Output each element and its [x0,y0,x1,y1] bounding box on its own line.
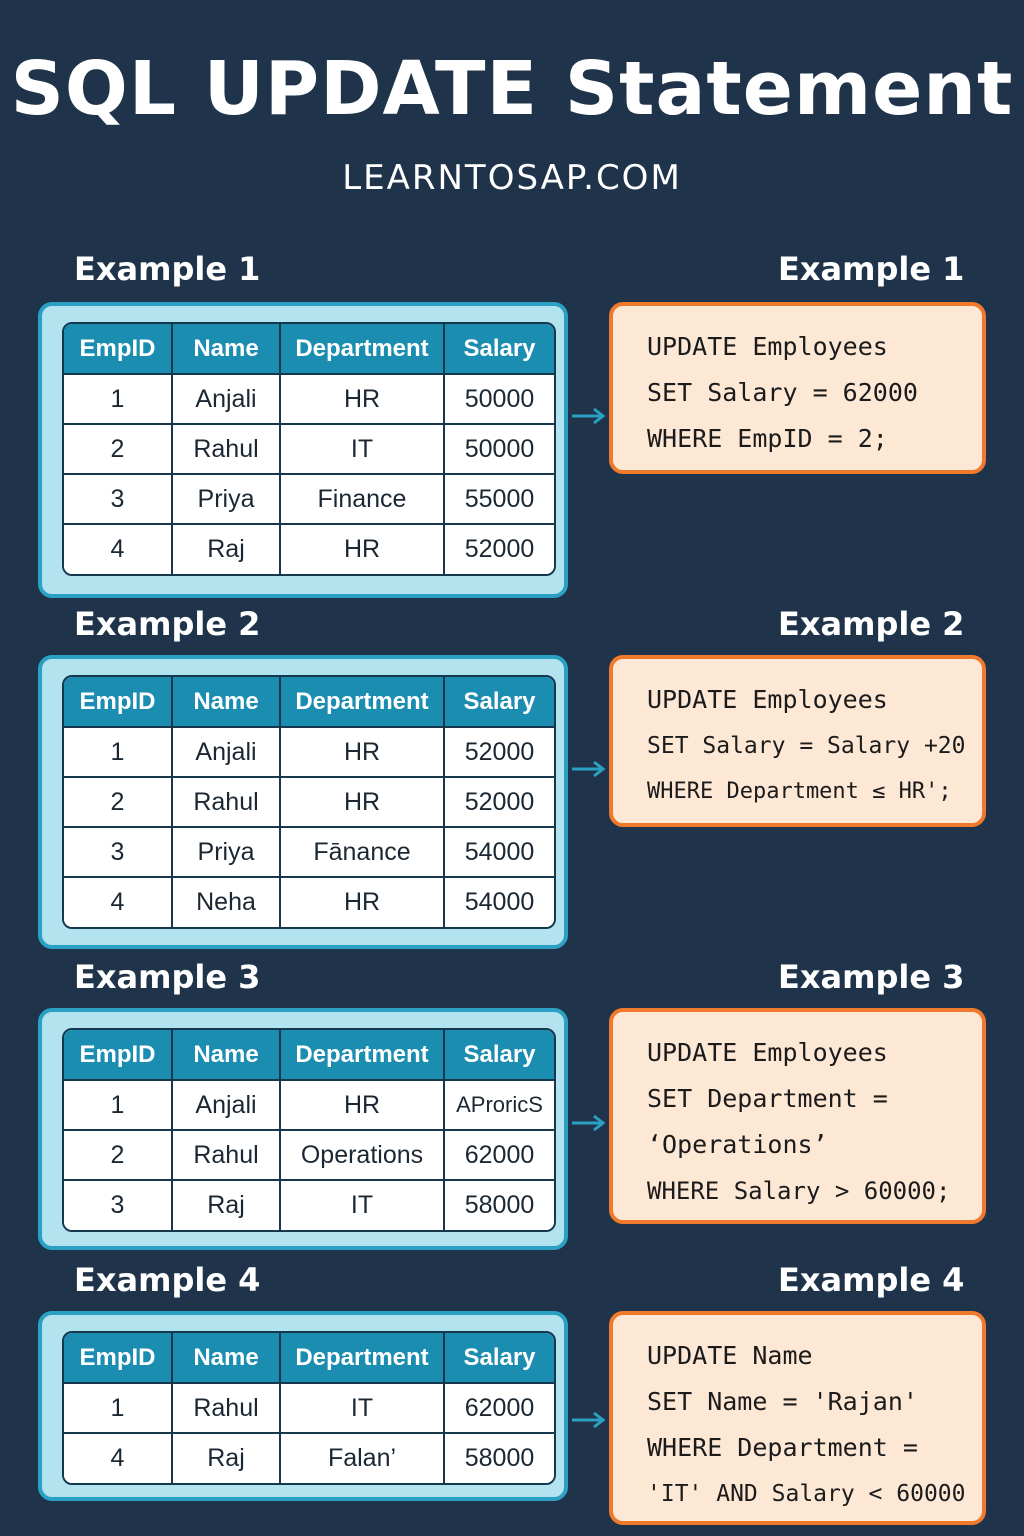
cell-salary: 54000 [444,877,554,927]
example-2-code-card [609,655,986,827]
example-3-table [64,1030,554,1230]
cell-empid: 3 [64,827,172,877]
header-department: Department [280,1333,444,1383]
cell-department: Fānance [280,827,444,877]
cell-department: IT [280,1180,444,1230]
cell-empid: 4 [64,877,172,927]
header-name: Name [172,1030,280,1080]
arrow-right-icon [570,1113,606,1133]
example-4-table-frame [62,1331,556,1485]
example-1-table-card [38,302,568,598]
example-1-code-card [609,302,986,474]
header-empid: EmpID [64,1333,172,1383]
header-department: Department [280,1030,444,1080]
example-1-table-frame [62,322,556,576]
header-salary: Salary [444,324,554,374]
cell-salary: 62000 [444,1130,554,1180]
cell-empid: 1 [64,1383,172,1433]
arrow-right-icon [570,759,606,779]
cell-name: Raj [172,524,280,574]
header-salary: Salary [444,1030,554,1080]
example-2-right-label: Example 2 [778,605,965,643]
example-4-left-label: Example 4 [74,1261,261,1299]
cell-name: Rahul [172,1130,280,1180]
cell-name: Anjali [172,374,280,424]
code-line: UPDATE Employees [647,332,888,361]
cell-empid: 2 [64,424,172,474]
arrow-right-icon [570,406,606,426]
code-line: WHERE Department = [647,1433,918,1462]
header-empid: EmpID [64,677,172,727]
cell-name: Anjali [172,727,280,777]
cell-name: Rahul [172,424,280,474]
table-header-row [64,1333,554,1383]
code-line: UPDATE Employees [647,1038,888,1067]
table-row [64,1433,554,1483]
code-line: WHERE Salary > 60000; [647,1177,951,1205]
cell-empid: 2 [64,1130,172,1180]
table-row [64,474,554,524]
cell-empid: 4 [64,1433,172,1483]
cell-salary: 52000 [444,777,554,827]
arrow-right-icon [570,1410,606,1430]
cell-department: Operations [280,1130,444,1180]
code-line: ‘Operations’ [647,1130,828,1159]
cell-salary: 54000 [444,827,554,877]
code-line: SET Department = [647,1084,888,1113]
cell-empid: 1 [64,1080,172,1130]
table-row [64,1130,554,1180]
cell-department: HR [280,877,444,927]
cell-name: Anjali [172,1080,280,1130]
cell-salary: 50000 [444,424,554,474]
table-row [64,777,554,827]
code-line: SET Name = 'Rajan' [647,1387,918,1416]
cell-department: HR [280,524,444,574]
table-row [64,1383,554,1433]
code-line: UPDATE Name [647,1341,813,1370]
example-1-right-label: Example 1 [778,250,965,288]
code-line: SET Salary = 62000 [647,378,918,407]
cell-salary: 58000 [444,1433,554,1483]
cell-department: IT [280,1383,444,1433]
example-4-code-card [609,1311,986,1525]
header-name: Name [172,1333,280,1383]
cell-empid: 3 [64,474,172,524]
cell-salary: APrоricS [444,1080,554,1130]
cell-department: HR [280,777,444,827]
example-2-table [64,677,554,927]
cell-department: HR [280,374,444,424]
header-name: Name [172,677,280,727]
cell-department: IT [280,424,444,474]
cell-name: Raj [172,1433,280,1483]
cell-salary: 62000 [444,1383,554,1433]
cell-department: Finance [280,474,444,524]
header-salary: Salary [444,677,554,727]
cell-empid: 1 [64,374,172,424]
cell-empid: 3 [64,1180,172,1230]
cell-department: HR [280,727,444,777]
example-4-right-label: Example 4 [778,1261,965,1299]
example-3-table-frame [62,1028,556,1232]
table-header-row [64,324,554,374]
cell-empid: 1 [64,727,172,777]
code-line: 'IT' AND Salary < 60000 [647,1481,966,1507]
code-line: WHERE Department ≤ HR'; [647,779,952,804]
header-department: Department [280,677,444,727]
example-3-left-label: Example 3 [74,958,261,996]
table-row [64,727,554,777]
header-name: Name [172,324,280,374]
example-3-code-card [609,1008,986,1224]
header-empid: EmpID [64,1030,172,1080]
table-row [64,374,554,424]
cell-name: Rahul [172,1383,280,1433]
example-1-table [64,324,554,574]
header-empid: EmpID [64,324,172,374]
cell-salary: 58000 [444,1180,554,1230]
table-row [64,1180,554,1230]
example-1-left-label: Example 1 [74,250,261,288]
cell-department: Falan’ [280,1433,444,1483]
code-line: WHERE EmpID = 2; [647,424,888,453]
example-4-table-card [38,1311,568,1501]
code-line: UPDATE Employees [647,685,888,714]
site-url: LEARNTOSAP.COM [342,158,682,198]
code-line: SET Salary = Salary +20 [647,733,966,759]
cell-name: Priya [172,827,280,877]
cell-salary: 52000 [444,727,554,777]
cell-empid: 2 [64,777,172,827]
example-2-table-frame [62,675,556,929]
table-header-row [64,677,554,727]
example-4-table [64,1333,554,1483]
example-2-table-card [38,655,568,949]
header-salary: Salary [444,1333,554,1383]
cell-name: Neha [172,877,280,927]
cell-name: Priya [172,474,280,524]
header-department: Department [280,324,444,374]
table-row [64,827,554,877]
table-row [64,424,554,474]
page-title: SQL UPDATE Statement [10,46,1014,132]
table-row [64,524,554,574]
cell-salary: 52000 [444,524,554,574]
cell-salary: 50000 [444,374,554,424]
cell-department: HR [280,1080,444,1130]
example-3-right-label: Example 3 [778,958,965,996]
cell-name: Raj [172,1180,280,1230]
cell-name: Rahul [172,777,280,827]
cell-salary: 55000 [444,474,554,524]
table-row [64,1080,554,1130]
example-2-left-label: Example 2 [74,605,261,643]
table-header-row [64,1030,554,1080]
example-3-table-card [38,1008,568,1250]
cell-empid: 4 [64,524,172,574]
table-row [64,877,554,927]
